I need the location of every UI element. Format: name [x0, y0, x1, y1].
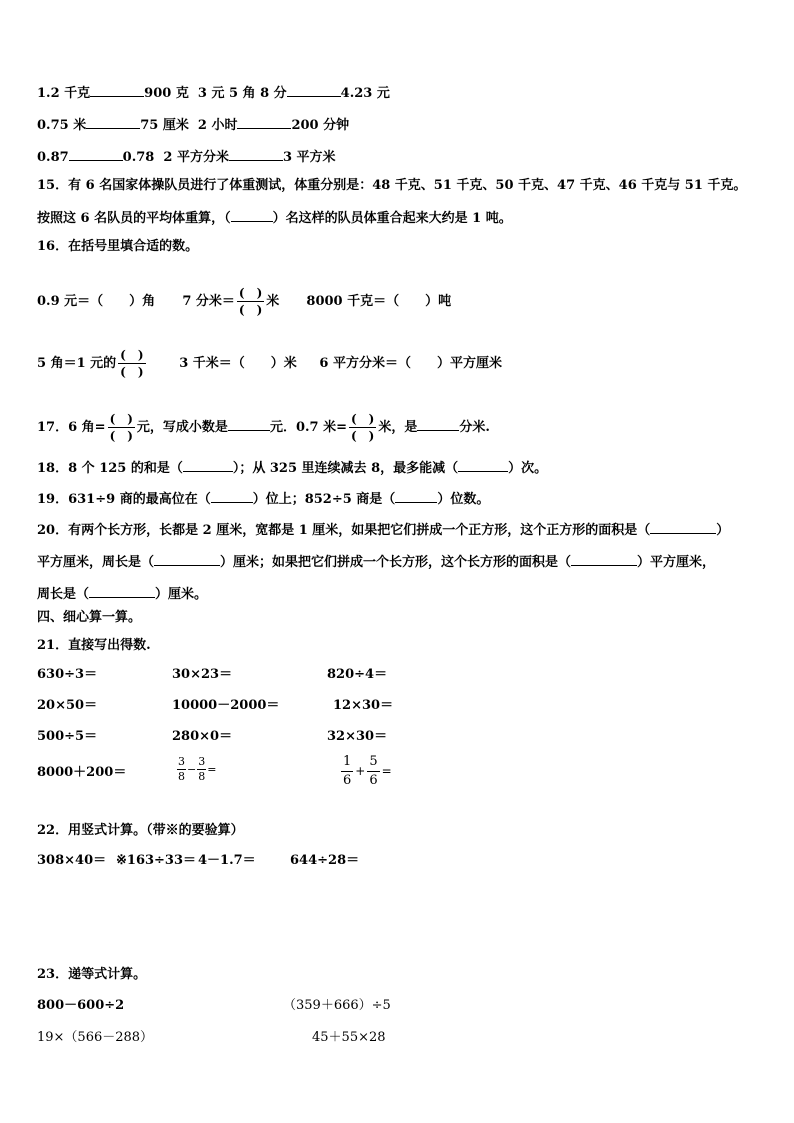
q21-title: 21．直接写出得数. — [37, 638, 151, 653]
q16-row-2 — [37, 348, 502, 379]
calc-item: 12×30＝ — [333, 698, 394, 713]
equals-sign: = — [207, 763, 217, 776]
fraction — [197, 756, 206, 783]
q18-text: ）；从 325 里连续减去 8，最多能减（ — [232, 461, 459, 476]
answer-blank[interactable] — [154, 551, 220, 566]
fraction — [367, 754, 379, 789]
q16-item: 0.9 元＝（ ）角 — [37, 294, 156, 309]
q17-text: 米，是 — [378, 420, 418, 435]
answer-blank[interactable] — [458, 457, 508, 472]
answer-blank[interactable] — [69, 146, 123, 161]
calc-item: 630÷3＝ — [37, 667, 98, 682]
q16-item: 8000 千克＝（ ）吨 — [306, 294, 452, 309]
q17-text: 分米. — [459, 420, 490, 435]
fraction-denominator: ( ) — [109, 429, 133, 443]
q15-line-2 — [37, 207, 512, 228]
q16-item: 7 分米＝ — [182, 294, 235, 309]
answer-blank[interactable] — [571, 551, 637, 566]
q20-text: ）平方厘米， — [637, 555, 716, 570]
compare-item: 1.2 千克 — [37, 86, 91, 101]
fraction-numerator: 1 — [343, 754, 352, 769]
q15-text: 按照这 6 名队员的平均体重算，（ — [37, 211, 231, 226]
q22-title: 22．用竖式计算。（带※的要验算） — [37, 823, 244, 838]
q16-row-1 — [37, 286, 451, 317]
fraction-denominator: 6 — [343, 773, 352, 788]
compare-item: 2 平方分米 — [163, 150, 229, 165]
answer-blank[interactable] — [287, 82, 341, 97]
fraction-denominator: 8 — [178, 770, 185, 783]
q20-text: ）厘米。 — [155, 587, 208, 602]
compare-item: 0.87 — [37, 150, 69, 165]
answer-blank[interactable] — [231, 207, 273, 222]
answer-blank[interactable] — [228, 416, 270, 431]
q20-line-3 — [37, 583, 207, 604]
calc-item: 8000＋200＝ — [37, 765, 127, 780]
q18-text: 18．8 个 125 的和是（ — [37, 461, 183, 476]
q17-text: 元，写成小数是 — [136, 420, 228, 435]
fraction-numerator: ( ) — [109, 412, 133, 426]
calc-item: 20×50＝ — [37, 698, 98, 713]
fraction-numerator: ( ) — [238, 286, 263, 300]
fraction-numerator: 3 — [178, 755, 185, 768]
q18-text: ）次。 — [508, 461, 548, 476]
calc-item: 32×30＝ — [327, 729, 388, 744]
answer-blank[interactable] — [229, 146, 283, 161]
compare-row-1 — [37, 82, 390, 103]
fraction-blank[interactable] — [108, 412, 135, 443]
fraction-blank[interactable] — [118, 348, 145, 379]
fraction-denominator: ( ) — [238, 303, 263, 317]
answer-blank[interactable] — [211, 488, 253, 503]
calc-item: 10000－2000＝ — [172, 698, 280, 713]
answer-blank[interactable] — [183, 457, 233, 472]
fraction-denominator: 6 — [369, 773, 378, 788]
compare-item: 3 平方米 — [282, 150, 336, 165]
q20-text: 20．有两个长方形，长都是 2 厘米，宽都是 1 厘米，如果把它们拼成一个正方形，这个正方形的面积是（ — [37, 523, 651, 538]
fraction-expression — [339, 754, 392, 789]
vertical-calc-item: 4－1.7＝ — [198, 853, 256, 868]
fraction-numerator: 3 — [198, 755, 206, 768]
answer-blank[interactable] — [650, 519, 716, 534]
fraction — [341, 754, 353, 789]
q19-line — [37, 488, 489, 509]
answer-blank[interactable] — [237, 114, 291, 129]
calc-item: 500÷5＝ — [37, 729, 98, 744]
q16-item: 6 平方分米＝（ ）平方厘米 — [319, 356, 502, 371]
compare-item: 0.75 米 — [37, 118, 87, 133]
fraction-blank[interactable] — [237, 286, 264, 317]
operator: − — [187, 763, 197, 776]
step-calc-item: 19×（566－288） — [37, 1030, 154, 1045]
q17-line — [37, 412, 490, 443]
calc-item: 820÷4＝ — [327, 667, 388, 682]
vertical-calc-item: 644÷28＝ — [290, 853, 360, 868]
compare-item: 0.78 — [122, 150, 155, 165]
fraction-denominator: 8 — [198, 770, 206, 783]
q16-item: 3 千米＝（ ）米 — [179, 356, 297, 371]
q17-text: 元．0.7 米= — [269, 420, 347, 435]
fraction-numerator: ( ) — [350, 412, 375, 426]
compare-row-2 — [37, 114, 349, 135]
operator: + — [355, 764, 366, 778]
answer-blank[interactable] — [395, 488, 437, 503]
compare-item: 3 元 5 角 8 分 — [197, 86, 287, 101]
q23-title: 23．递等式计算。 — [37, 967, 147, 982]
q20-text: ）厘米；如果把它们拼成一个长方形，这个长方形的面积是（ — [220, 555, 572, 570]
answer-blank[interactable] — [89, 583, 155, 598]
q20-text: 周长是（ — [37, 587, 90, 602]
compare-item: 4.23 元 — [340, 86, 390, 101]
compare-row-3 — [37, 146, 336, 167]
q15-line-1: 15．有 6 名国家体操队员进行了体重测试，体重分别是：48 千克、51 千克、50 千克、47 千克、46 千克与 51 千克。 — [37, 178, 747, 193]
q20-text: ） — [716, 523, 730, 538]
fraction-expression — [176, 756, 216, 783]
q19-text: ）位上；852÷5 商是（ — [252, 492, 396, 507]
step-calc-item: 45＋55×28 — [312, 1030, 386, 1045]
vertical-calc-item: ※163÷33＝ — [116, 853, 197, 868]
fraction-blank[interactable] — [349, 412, 376, 443]
q20-text: 平方厘米，周长是（ — [37, 555, 155, 570]
q16-item: 5 角＝1 元的 — [37, 356, 117, 371]
fraction-numerator: 5 — [369, 754, 378, 769]
q15-text: ）名这样的队员体重合起来大约是 1 吨。 — [272, 211, 512, 226]
q17-text: 17．6 角= — [37, 420, 106, 435]
q18-line — [37, 457, 547, 478]
q20-line-2 — [37, 551, 715, 572]
compare-item: 2 小时 — [197, 118, 238, 133]
compare-item: 75 厘米 — [140, 118, 189, 133]
answer-blank[interactable] — [417, 416, 459, 431]
answer-blank[interactable] — [86, 114, 140, 129]
q19-text: 19．631÷9 商的最高位在（ — [37, 492, 211, 507]
fraction — [177, 756, 186, 783]
equals-sign: = — [381, 764, 392, 778]
section-heading: 四、细心算一算。 — [37, 610, 142, 625]
fraction-denominator: ( ) — [350, 429, 375, 443]
q19-text: ）位数。 — [437, 492, 490, 507]
q16-title: 16．在括号里填合适的数。 — [37, 239, 199, 254]
fraction-numerator: ( ) — [120, 348, 144, 362]
fraction-denominator: ( ) — [120, 365, 144, 379]
answer-blank[interactable] — [90, 82, 144, 97]
step-calc-item: 800－600÷2 — [37, 998, 125, 1013]
vertical-calc-item: 308×40＝ — [37, 853, 107, 868]
compare-item: 200 分钟 — [291, 118, 350, 133]
step-calc-item: （359＋666）÷5 — [283, 998, 391, 1013]
compare-item: 900 克 — [144, 86, 189, 101]
q20-line-1 — [37, 519, 729, 540]
calc-item: 280×0＝ — [172, 729, 233, 744]
calc-item: 30×23＝ — [172, 667, 233, 682]
q16-unit: 米 — [266, 294, 280, 309]
